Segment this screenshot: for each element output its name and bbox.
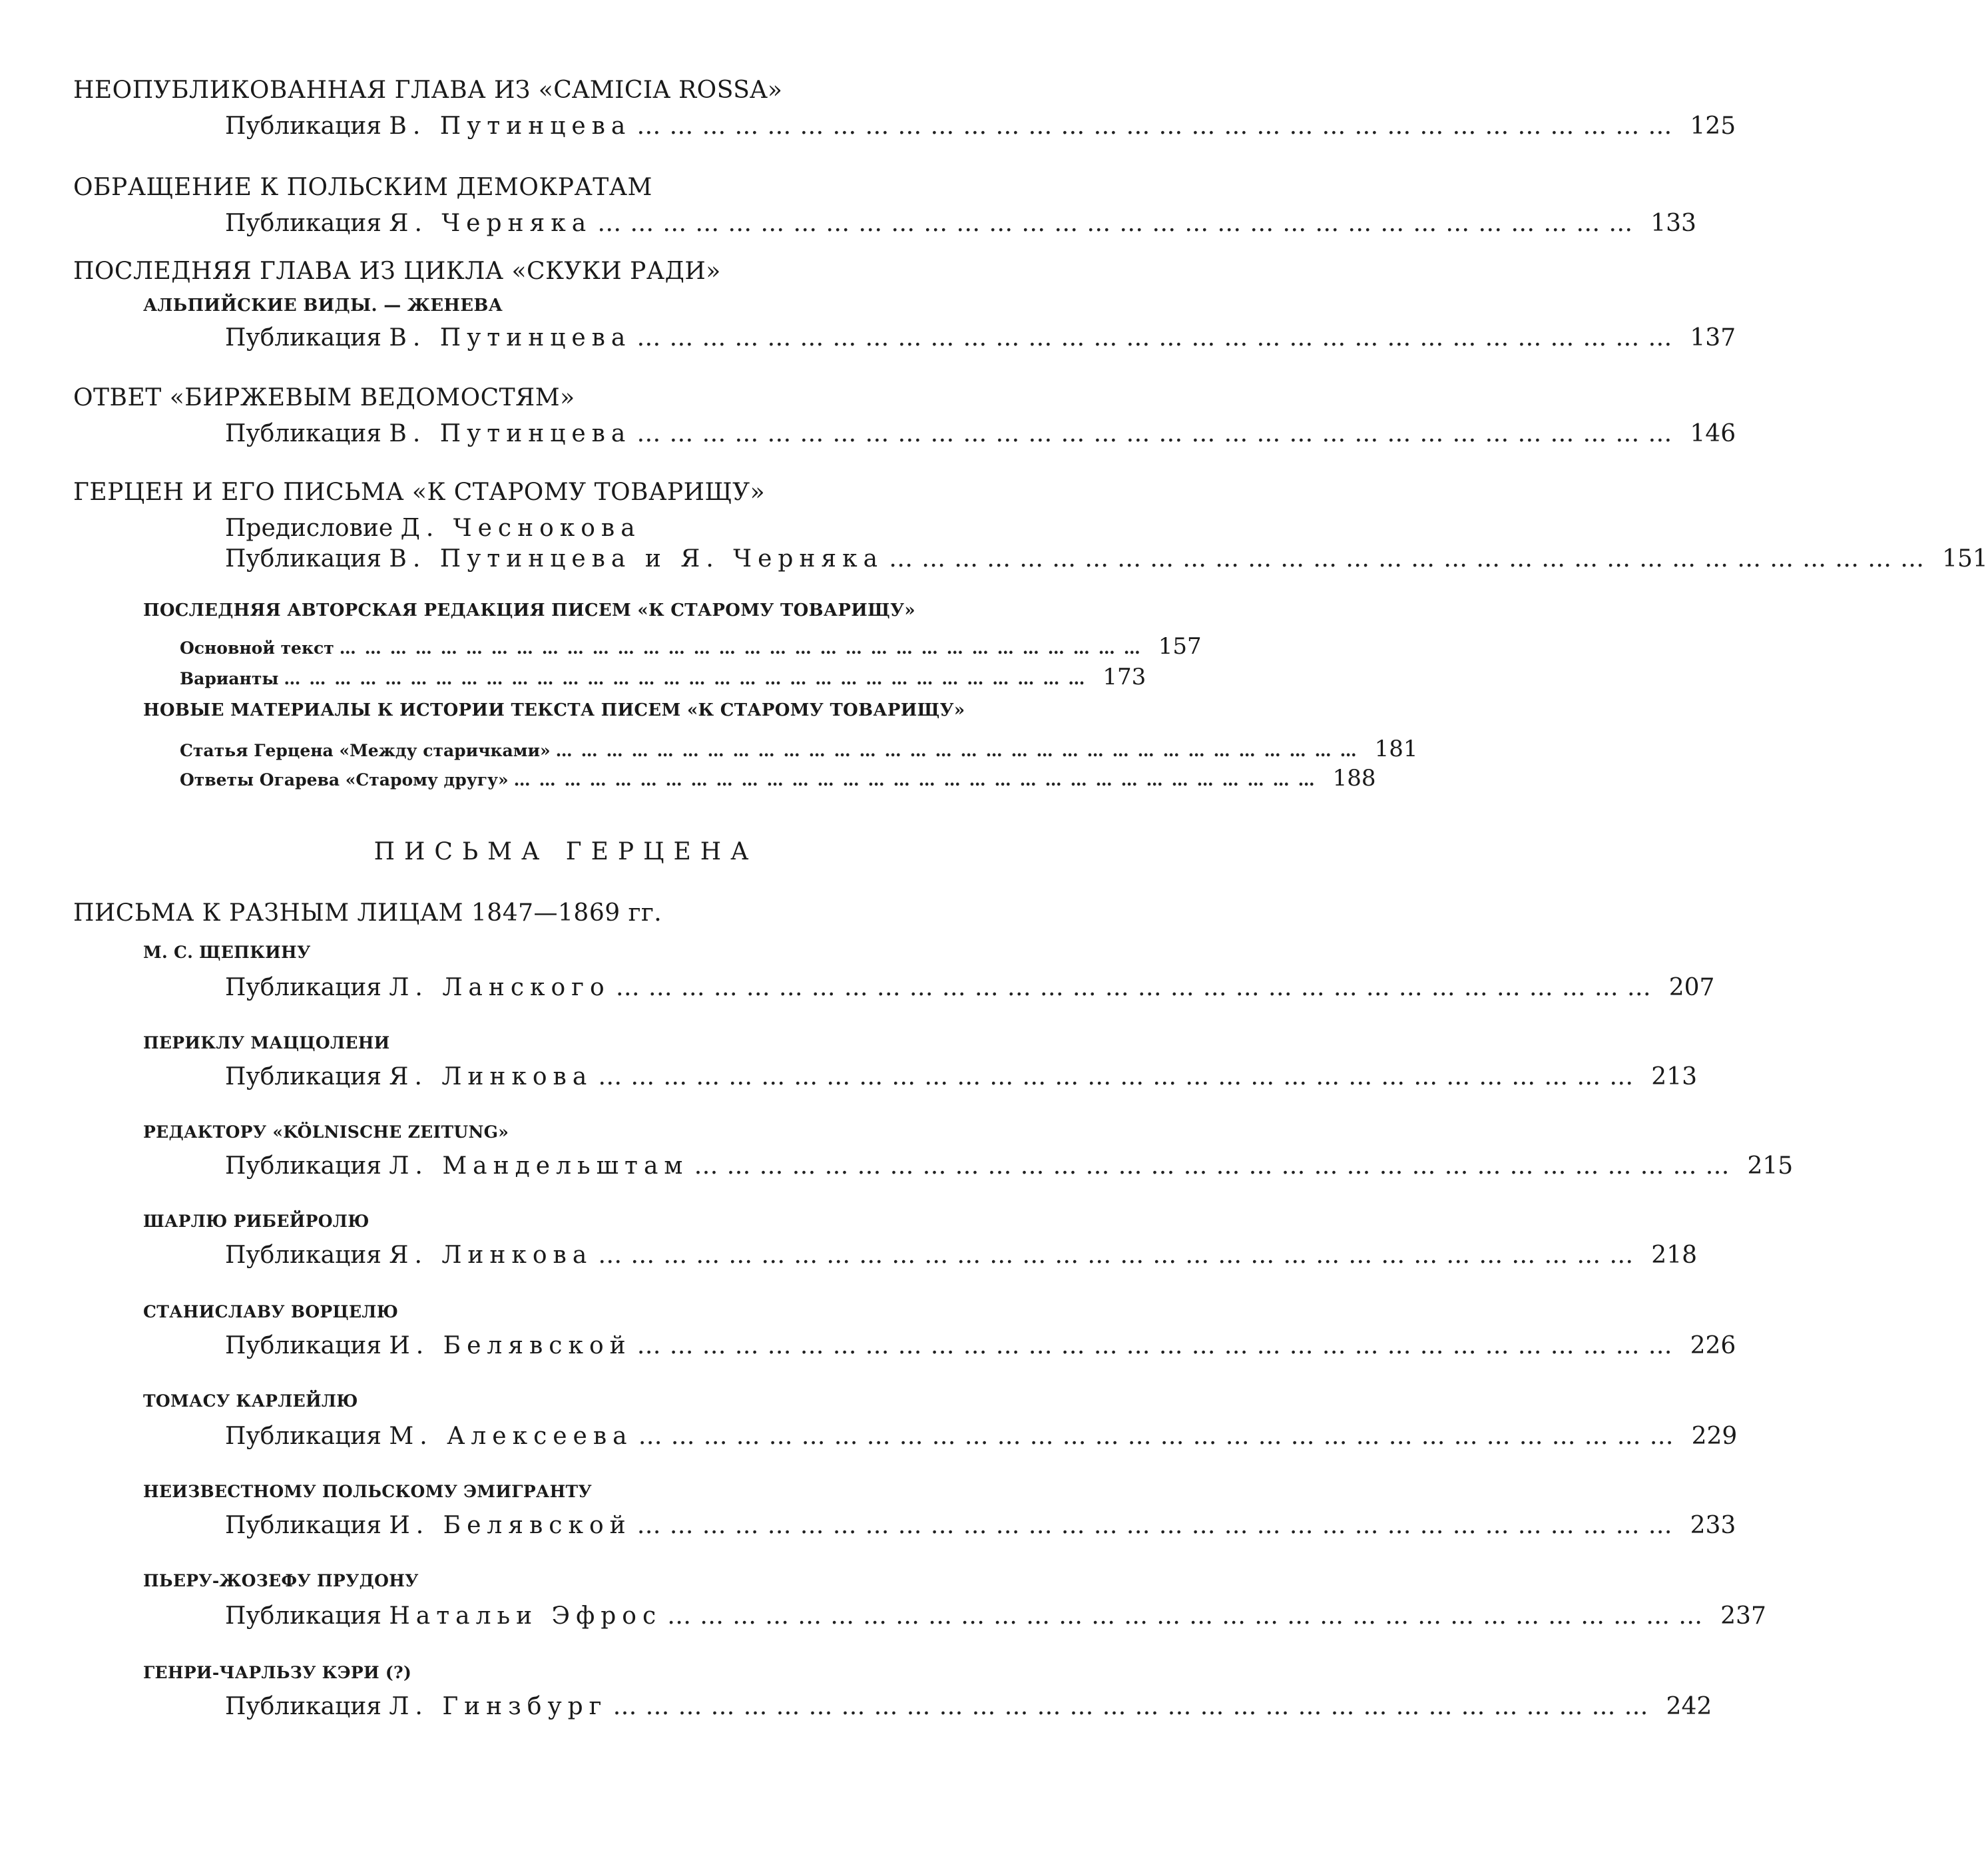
entry-label: Публикация bbox=[225, 210, 381, 237]
preface-line bbox=[225, 517, 641, 541]
entry-author: В. Путинцева и Я. Черняка bbox=[389, 545, 884, 573]
preface-author: Д. Чеснокова bbox=[400, 515, 641, 542]
section-title: ОТВЕТ «БИРЖЕВЫМ ВЕДОМОСТЯМ» bbox=[73, 384, 575, 411]
subentry-label: Ответы Огарева «Старому другу» bbox=[180, 770, 509, 790]
toc-entry bbox=[225, 1693, 1712, 1720]
letter-addressee: НЕИЗВЕСТНОМУ ПОЛЬСКОМУ ЭМИГРАНТУ bbox=[143, 1482, 592, 1501]
toc-entry bbox=[225, 210, 1696, 237]
entry-author: В. Путинцева bbox=[389, 324, 632, 351]
leader-dots: …………………………………………………………………………………… bbox=[613, 1693, 1657, 1720]
letter-addressee: М. С. ЩЕПКИНУ bbox=[143, 943, 311, 962]
toc-entry bbox=[225, 1152, 1794, 1180]
entry-label: Публикация bbox=[225, 1152, 381, 1180]
preface-label: Предисловие bbox=[225, 515, 393, 542]
leader-dots: …………………………………………………………………………………… bbox=[694, 1152, 1738, 1180]
toc-subentry bbox=[180, 736, 1418, 762]
page-number: 215 bbox=[1747, 1152, 1794, 1180]
leader-dots: …………………………………………………………………………………… bbox=[636, 113, 1681, 140]
leader-dots: …………………………………………………………………………………… bbox=[555, 741, 1366, 760]
page-number: 237 bbox=[1720, 1602, 1766, 1630]
page-number: 207 bbox=[1668, 974, 1715, 1001]
toc-entry bbox=[225, 1242, 1698, 1269]
entry-author: И. Белявской bbox=[389, 1332, 632, 1359]
subentry-label: Статья Герцена «Между старичками» bbox=[180, 741, 551, 760]
letter-addressee: ПЕРИКЛУ МАЦЦОЛЕНИ bbox=[143, 1033, 390, 1052]
letter-addressee: РЕДАКТОРУ «KÖLNISCHE ZEITUNG» bbox=[143, 1122, 509, 1142]
toc-entry bbox=[225, 1512, 1736, 1539]
toc-subentry bbox=[180, 765, 1376, 792]
leader-dots: …………………………………………………………………………………… bbox=[615, 974, 1660, 1001]
entry-label: Публикация bbox=[225, 1512, 381, 1539]
toc-entry bbox=[225, 1332, 1736, 1359]
entry-author: В. Путинцева bbox=[389, 420, 632, 447]
entry-author: Натальи Эфрос bbox=[389, 1602, 662, 1630]
toc-subentry bbox=[180, 664, 1146, 690]
letter-addressee: ТОМАСУ КАРЛЕЙЛЮ bbox=[143, 1391, 358, 1411]
page-number: 151 bbox=[1942, 545, 1988, 573]
letter-addressee: ГЕНРИ-ЧАРЛЬЗУ КЭРИ (?) bbox=[143, 1663, 412, 1682]
page-number: 125 bbox=[1690, 113, 1736, 140]
entry-author: Я. Черняка bbox=[389, 210, 593, 237]
entry-author: И. Белявской bbox=[389, 1512, 632, 1539]
page-number: 137 bbox=[1690, 324, 1736, 351]
toc-entry bbox=[225, 420, 1736, 447]
subsection-title: ПОСЛЕДНЯЯ АВТОРСКАЯ РЕДАКЦИЯ ПИСЕМ «К СТАРОМУ ТОВАРИЩУ» bbox=[143, 600, 915, 620]
leader-dots: …………………………………………………………………………………… bbox=[284, 669, 1094, 688]
entry-label: Публикация bbox=[225, 545, 381, 573]
entry-label: Публикация bbox=[225, 113, 381, 140]
letter-addressee: СТАНИСЛАВУ ВОРЦЕЛЮ bbox=[143, 1302, 399, 1321]
entry-label: Публикация bbox=[225, 324, 381, 351]
page-number: 226 bbox=[1690, 1332, 1736, 1359]
part-title: ПИСЬМА ГЕРЦЕНА bbox=[373, 838, 758, 865]
entry-label: Публикация bbox=[225, 1332, 381, 1359]
page-number: 146 bbox=[1690, 420, 1736, 447]
entry-label: Публикация bbox=[225, 974, 381, 1001]
entry-label: Публикация bbox=[225, 1063, 381, 1090]
leader-dots: …………………………………………………………………………………… bbox=[597, 210, 1642, 237]
section-title: ПОСЛЕДНЯЯ ГЛАВА ИЗ ЦИКЛА «СКУКИ РАДИ» bbox=[73, 258, 721, 285]
leader-dots: …………………………………………………………………………………… bbox=[598, 1242, 1642, 1269]
subentry-label: Основной текст bbox=[180, 638, 334, 658]
toc-entry bbox=[225, 1602, 1766, 1630]
toc-entry bbox=[225, 545, 1988, 573]
entry-label: Публикация bbox=[225, 1423, 381, 1450]
section-subtitle: АЛЬПИЙСКИЕ ВИДЫ. — ЖЕНЕВА bbox=[143, 296, 503, 316]
toc-subentry bbox=[180, 633, 1202, 660]
page-number: 233 bbox=[1690, 1512, 1736, 1539]
entry-author: Л. Гинзбург bbox=[389, 1693, 608, 1720]
subsection-title: НОВЫЕ МАТЕРИАЛЫ К ИСТОРИИ ТЕКСТА ПИСЕМ «К СТАРОМУ ТОВАРИЩУ» bbox=[143, 700, 965, 720]
section-title: НЕОПУБЛИКОВАННАЯ ГЛАВА ИЗ «CAMICIA ROSSA» bbox=[73, 77, 783, 104]
toc-entry bbox=[225, 1063, 1698, 1090]
letter-addressee: ПЬЕРУ-ЖОЗЕФУ ПРУДОНУ bbox=[143, 1571, 419, 1590]
entry-label: Публикация bbox=[225, 420, 381, 447]
page-number: 173 bbox=[1103, 664, 1146, 690]
page-number: 188 bbox=[1332, 765, 1376, 792]
entry-label: Публикация bbox=[225, 1242, 381, 1269]
entry-author: Я. Линкова bbox=[389, 1242, 593, 1269]
entry-label: Публикация bbox=[225, 1693, 381, 1720]
toc-entry bbox=[225, 324, 1736, 351]
page-number: 242 bbox=[1666, 1693, 1712, 1720]
section-title: ГЕРЦЕН И ЕГО ПИСЬМА «К СТАРОМУ ТОВАРИЩУ» bbox=[73, 479, 766, 506]
letter-addressee: ШАРЛЮ РИБЕЙРОЛЮ bbox=[143, 1212, 370, 1231]
leader-dots: …………………………………………………………………………………… bbox=[638, 1423, 1682, 1450]
letters-heading: ПИСЬМА К РАЗНЫМ ЛИЦАМ 1847—1869 гг. bbox=[73, 899, 662, 927]
entry-author: Л. Мандельштам bbox=[389, 1152, 689, 1180]
leader-dots: …………………………………………………………………………………… bbox=[513, 770, 1324, 790]
subentry-label: Варианты bbox=[180, 669, 279, 688]
entry-author: Я. Линкова bbox=[389, 1063, 593, 1090]
toc-entry bbox=[225, 1423, 1738, 1450]
entry-author: М. Алексеева bbox=[389, 1423, 633, 1450]
leader-dots: …………………………………………………………………………………… bbox=[636, 1512, 1681, 1539]
page-number: 218 bbox=[1651, 1242, 1698, 1269]
toc-entry bbox=[225, 974, 1715, 1001]
toc-entry bbox=[225, 113, 1736, 140]
page-number: 157 bbox=[1158, 633, 1202, 660]
leader-dots: …………………………………………………………………………………… bbox=[636, 420, 1681, 447]
leader-dots: …………………………………………………………………………………… bbox=[636, 1332, 1681, 1359]
page-number: 213 bbox=[1651, 1063, 1698, 1090]
page-number: 229 bbox=[1691, 1423, 1738, 1450]
entry-author: В. Путинцева bbox=[389, 113, 632, 140]
page-number: 133 bbox=[1650, 210, 1696, 237]
leader-dots: …………………………………………………………………………………… bbox=[667, 1602, 1712, 1630]
entry-author: Л. Ланского bbox=[389, 974, 611, 1001]
section-title: ОБРАЩЕНИЕ К ПОЛЬСКИМ ДЕМОКРАТАМ bbox=[73, 174, 652, 201]
leader-dots: …………………………………………………………………………………… bbox=[636, 324, 1681, 351]
leader-dots: …………………………………………………………………………………… bbox=[598, 1063, 1642, 1090]
page-number: 181 bbox=[1374, 736, 1418, 762]
leader-dots: …………………………………………………………………………………… bbox=[339, 638, 1149, 658]
entry-label: Публикация bbox=[225, 1602, 381, 1630]
leader-dots: …………………………………………………………………………………… bbox=[889, 545, 1933, 573]
